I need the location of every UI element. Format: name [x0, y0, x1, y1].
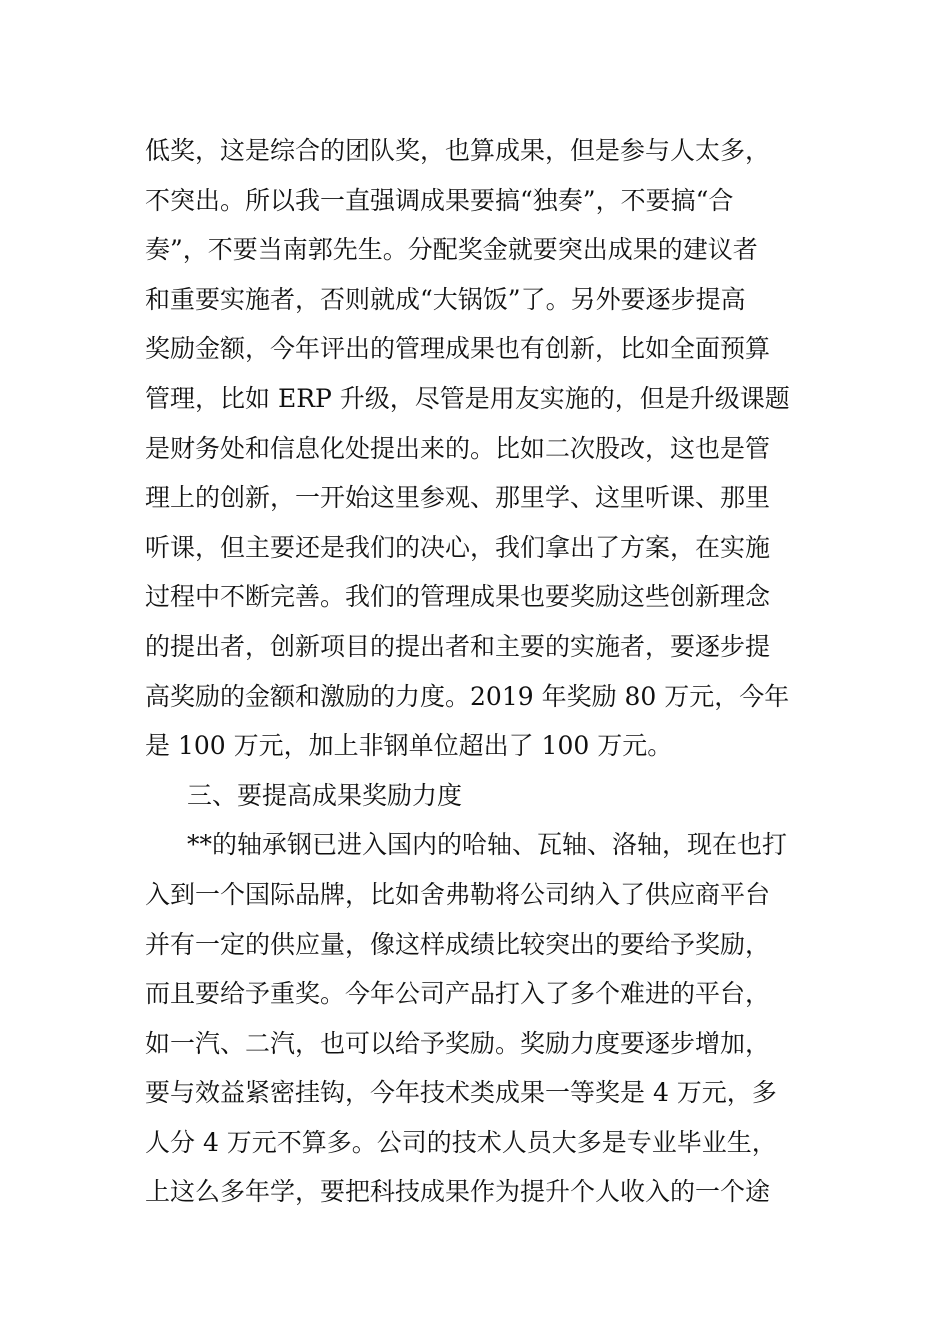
text-line: 高奖励的金额和激励的力度。2019 年奖励 80 万元，今年	[145, 681, 790, 711]
text-line: 是 100 万元，加上非钢单位超出了 100 万元。	[145, 731, 673, 761]
text-line: 和重要实施者，否则就成“大锅饭”了。另外要逐步提高	[145, 284, 746, 314]
text-line: 上这么多年学，要把科技成果作为提升个人收入的一个途	[145, 1177, 771, 1207]
paragraph-first-line: **的轴承钢已进入国内的哈轴、瓦轴、洛轴，现在也打	[187, 830, 788, 860]
section-heading: 三、要提高成果奖励力度	[187, 780, 463, 810]
text-line: 是财务处和信息化处提出来的。比如二次股改，这也是管	[145, 433, 771, 463]
text-line: 过程中不断完善。我们的管理成果也要奖励这些创新理念	[145, 582, 771, 612]
text-line: 并有一定的供应量，像这样成绩比较突出的要给予奖励，	[145, 929, 771, 959]
document-body	[145, 126, 815, 1217]
text-line: 要与效益紧密挂钩，今年技术类成果一等奖是 4 万元，多	[145, 1078, 777, 1108]
text-line: 而且要给予重奖。今年公司产品打入了多个难进的平台，	[145, 979, 771, 1009]
text-line: 奖励金额，今年评出的管理成果也有创新，比如全面预算	[145, 334, 771, 364]
text-line: 管理，比如 ERP 升级，尽管是用友实施的，但是升级课题	[145, 383, 790, 413]
text-line: 理上的创新，一开始这里参观、那里学、这里听课、那里	[145, 483, 771, 513]
text-line: 人分 4 万元不算多。公司的技术人员大多是专业毕业生，	[145, 1127, 777, 1157]
text-line: 奏”，不要当南郭先生。分配奖金就要突出成果的建议者	[145, 235, 758, 265]
text-line: 入到一个国际品牌，比如舍弗勒将公司纳入了供应商平台	[145, 879, 771, 909]
text-line: 如一汽、二汽，也可以给予奖励。奖励力度要逐步增加，	[145, 1028, 771, 1058]
text-line: 的提出者，创新项目的提出者和主要的实施者，要逐步提	[145, 631, 771, 661]
text-line: 低奖，这是综合的团队奖，也算成果，但是参与人太多，	[145, 136, 771, 165]
text-line: 不突出。所以我一直强调成果要搞“独奏”，不要搞“合	[145, 185, 734, 215]
text-line: 听课，但主要还是我们的决心，我们拿出了方案，在实施	[145, 532, 771, 562]
